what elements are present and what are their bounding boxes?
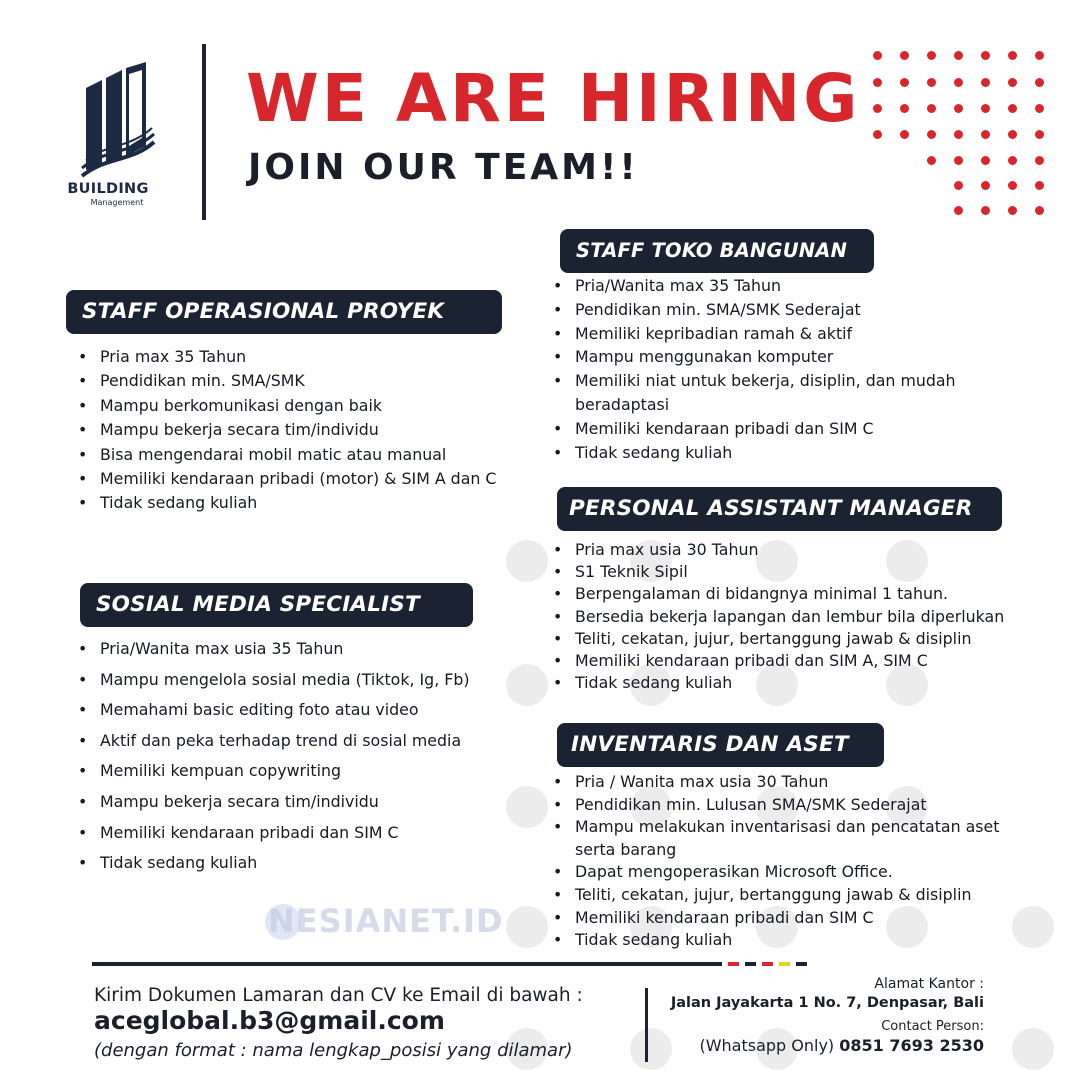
- list-item: • Tidak sedang kuliah: [553, 672, 1043, 694]
- list-item: • Teliti, cekatan, jujur, bertanggung jawab & disiplin: [553, 884, 1038, 907]
- contact-line: [699, 1036, 984, 1055]
- list-item: • Pria/Wanita max 35 Tahun: [553, 274, 1028, 298]
- requirements-list-personal-assistant: [553, 539, 1043, 694]
- requirements-list-inventaris: [553, 771, 1038, 952]
- list-item: • Tidak sedang kuliah: [553, 929, 1038, 952]
- list-item: • Teliti, cekatan, jujur, bertanggung jawab & disiplin: [553, 628, 1043, 650]
- list-item: • Mampu bekerja secara tim/individu: [78, 787, 518, 818]
- section-title-staff-operasional: STAFF OPERASIONAL PROYEK: [66, 290, 502, 334]
- footer-dash-icon: [745, 962, 756, 966]
- list-item: • Memiliki niat untuk bekerja, disiplin, dan mudah beradaptasi: [553, 369, 1028, 417]
- list-item: • Memiliki kendaraan pribadi dan SIM A, SIM C: [553, 650, 1043, 672]
- list-item: • Tidak sedang kuliah: [78, 491, 498, 515]
- footer-dash-icon: [728, 962, 739, 966]
- watermark: NESIANET.ID: [268, 902, 504, 940]
- list-item: • Mampu menggunakan komputer: [553, 345, 1028, 369]
- list-item: • Berpengalaman di bidangnya minimal 1 tahun.: [553, 583, 1043, 605]
- list-item: • Mampu mengelola sosial media (Tiktok, Ig, Fb): [78, 665, 518, 696]
- list-item: • Mampu melakukan inventarisasi dan pencatatan aset serta barang: [553, 816, 1038, 861]
- footer-divider: [92, 962, 722, 966]
- list-item: • Mampu bekerja secara tim/individu: [78, 418, 498, 442]
- list-item: • Memiliki kendaraan pribadi (motor) & SIM A dan C: [78, 467, 498, 491]
- list-item: • S1 Teknik Sipil: [553, 561, 1043, 583]
- list-item: • Aktif dan peka terhadap trend di sosial media: [78, 726, 518, 757]
- subheadline: JOIN OUR TEAM!!: [248, 147, 639, 188]
- header-divider: [202, 44, 206, 220]
- list-item: • Pendidikan min. SMA/SMK: [78, 369, 498, 393]
- requirements-list-staff-operasional: [78, 345, 498, 516]
- list-item: • Memiliki kendaraan pribadi dan SIM C: [78, 818, 518, 849]
- brand-name: BUILDING: [67, 181, 149, 197]
- footer-vertical-divider: [645, 988, 648, 1062]
- headline: WE ARE HIRING: [246, 60, 861, 137]
- contact-phone-number[interactable]: 0851 7693 2530: [839, 1036, 984, 1055]
- office-address: Jalan Jayakarta 1 No. 7, Denpasar, Bali: [670, 995, 984, 1011]
- list-item: • Dapat mengoperasikan Microsoft Office.: [553, 861, 1038, 884]
- contact-label: Contact Person:: [881, 1019, 984, 1034]
- list-item: • Memiliki kendaraan pribadi dan SIM C: [553, 907, 1038, 930]
- address-label: Alamat Kantor :: [874, 976, 984, 992]
- section-title-staff-toko: STAFF TOKO BANGUNAN: [560, 229, 874, 273]
- footer-dash-icon: [796, 962, 807, 966]
- list-item: • Memiliki kempuan copywriting: [78, 756, 518, 787]
- list-item: • Pria / Wanita max usia 30 Tahun: [553, 771, 1038, 794]
- list-item: • Pendidikan min. Lulusan SMA/SMK Sederajat: [553, 794, 1038, 817]
- application-email-link[interactable]: aceglobal.b3@gmail.com: [94, 1006, 445, 1035]
- requirements-list-sosial-media: [78, 634, 518, 879]
- requirements-list-staff-toko: [553, 274, 1028, 464]
- list-item: • Mampu berkomunikasi dengan baik: [78, 394, 498, 418]
- application-instruction: Kirim Dokumen Lamaran dan CV ke Email di bawah :: [94, 985, 583, 1006]
- list-item: • Bisa mengendarai mobil matic atau manual: [78, 443, 498, 467]
- list-item: • Bersedia bekerja lapangan dan lembur bila diperlukan: [553, 606, 1043, 628]
- list-item: • Pria max usia 30 Tahun: [553, 539, 1043, 561]
- list-item: • Memahami basic editing foto atau video: [78, 695, 518, 726]
- list-item: • Pria/Wanita max usia 35 Tahun: [78, 634, 518, 665]
- contact-prefix: (Whatsapp Only): [699, 1036, 835, 1055]
- footer-dash-icon: [762, 962, 773, 966]
- list-item: • Tidak sedang kuliah: [78, 848, 518, 879]
- list-item: • Tidak sedang kuliah: [553, 441, 1028, 465]
- list-item: • Pria max 35 Tahun: [78, 345, 498, 369]
- section-title-sosial-media: SOSIAL MEDIA SPECIALIST: [80, 583, 473, 627]
- footer-dash-icon: [779, 962, 790, 966]
- section-title-inventaris: INVENTARIS DAN ASET: [557, 723, 884, 767]
- list-item: • Pendidikan min. SMA/SMK Sederajat: [553, 298, 1028, 322]
- list-item: • Memiliki kepribadian ramah & aktif: [553, 322, 1028, 346]
- list-item: • Memiliki kendaraan pribadi dan SIM C: [553, 417, 1028, 441]
- section-title-personal-assistant: PERSONAL ASSISTANT MANAGER: [557, 487, 1002, 531]
- brand-subtitle: Management: [90, 198, 144, 207]
- email-format-note: (dengan format : nama lengkap_posisi yang dilamar): [94, 1040, 573, 1061]
